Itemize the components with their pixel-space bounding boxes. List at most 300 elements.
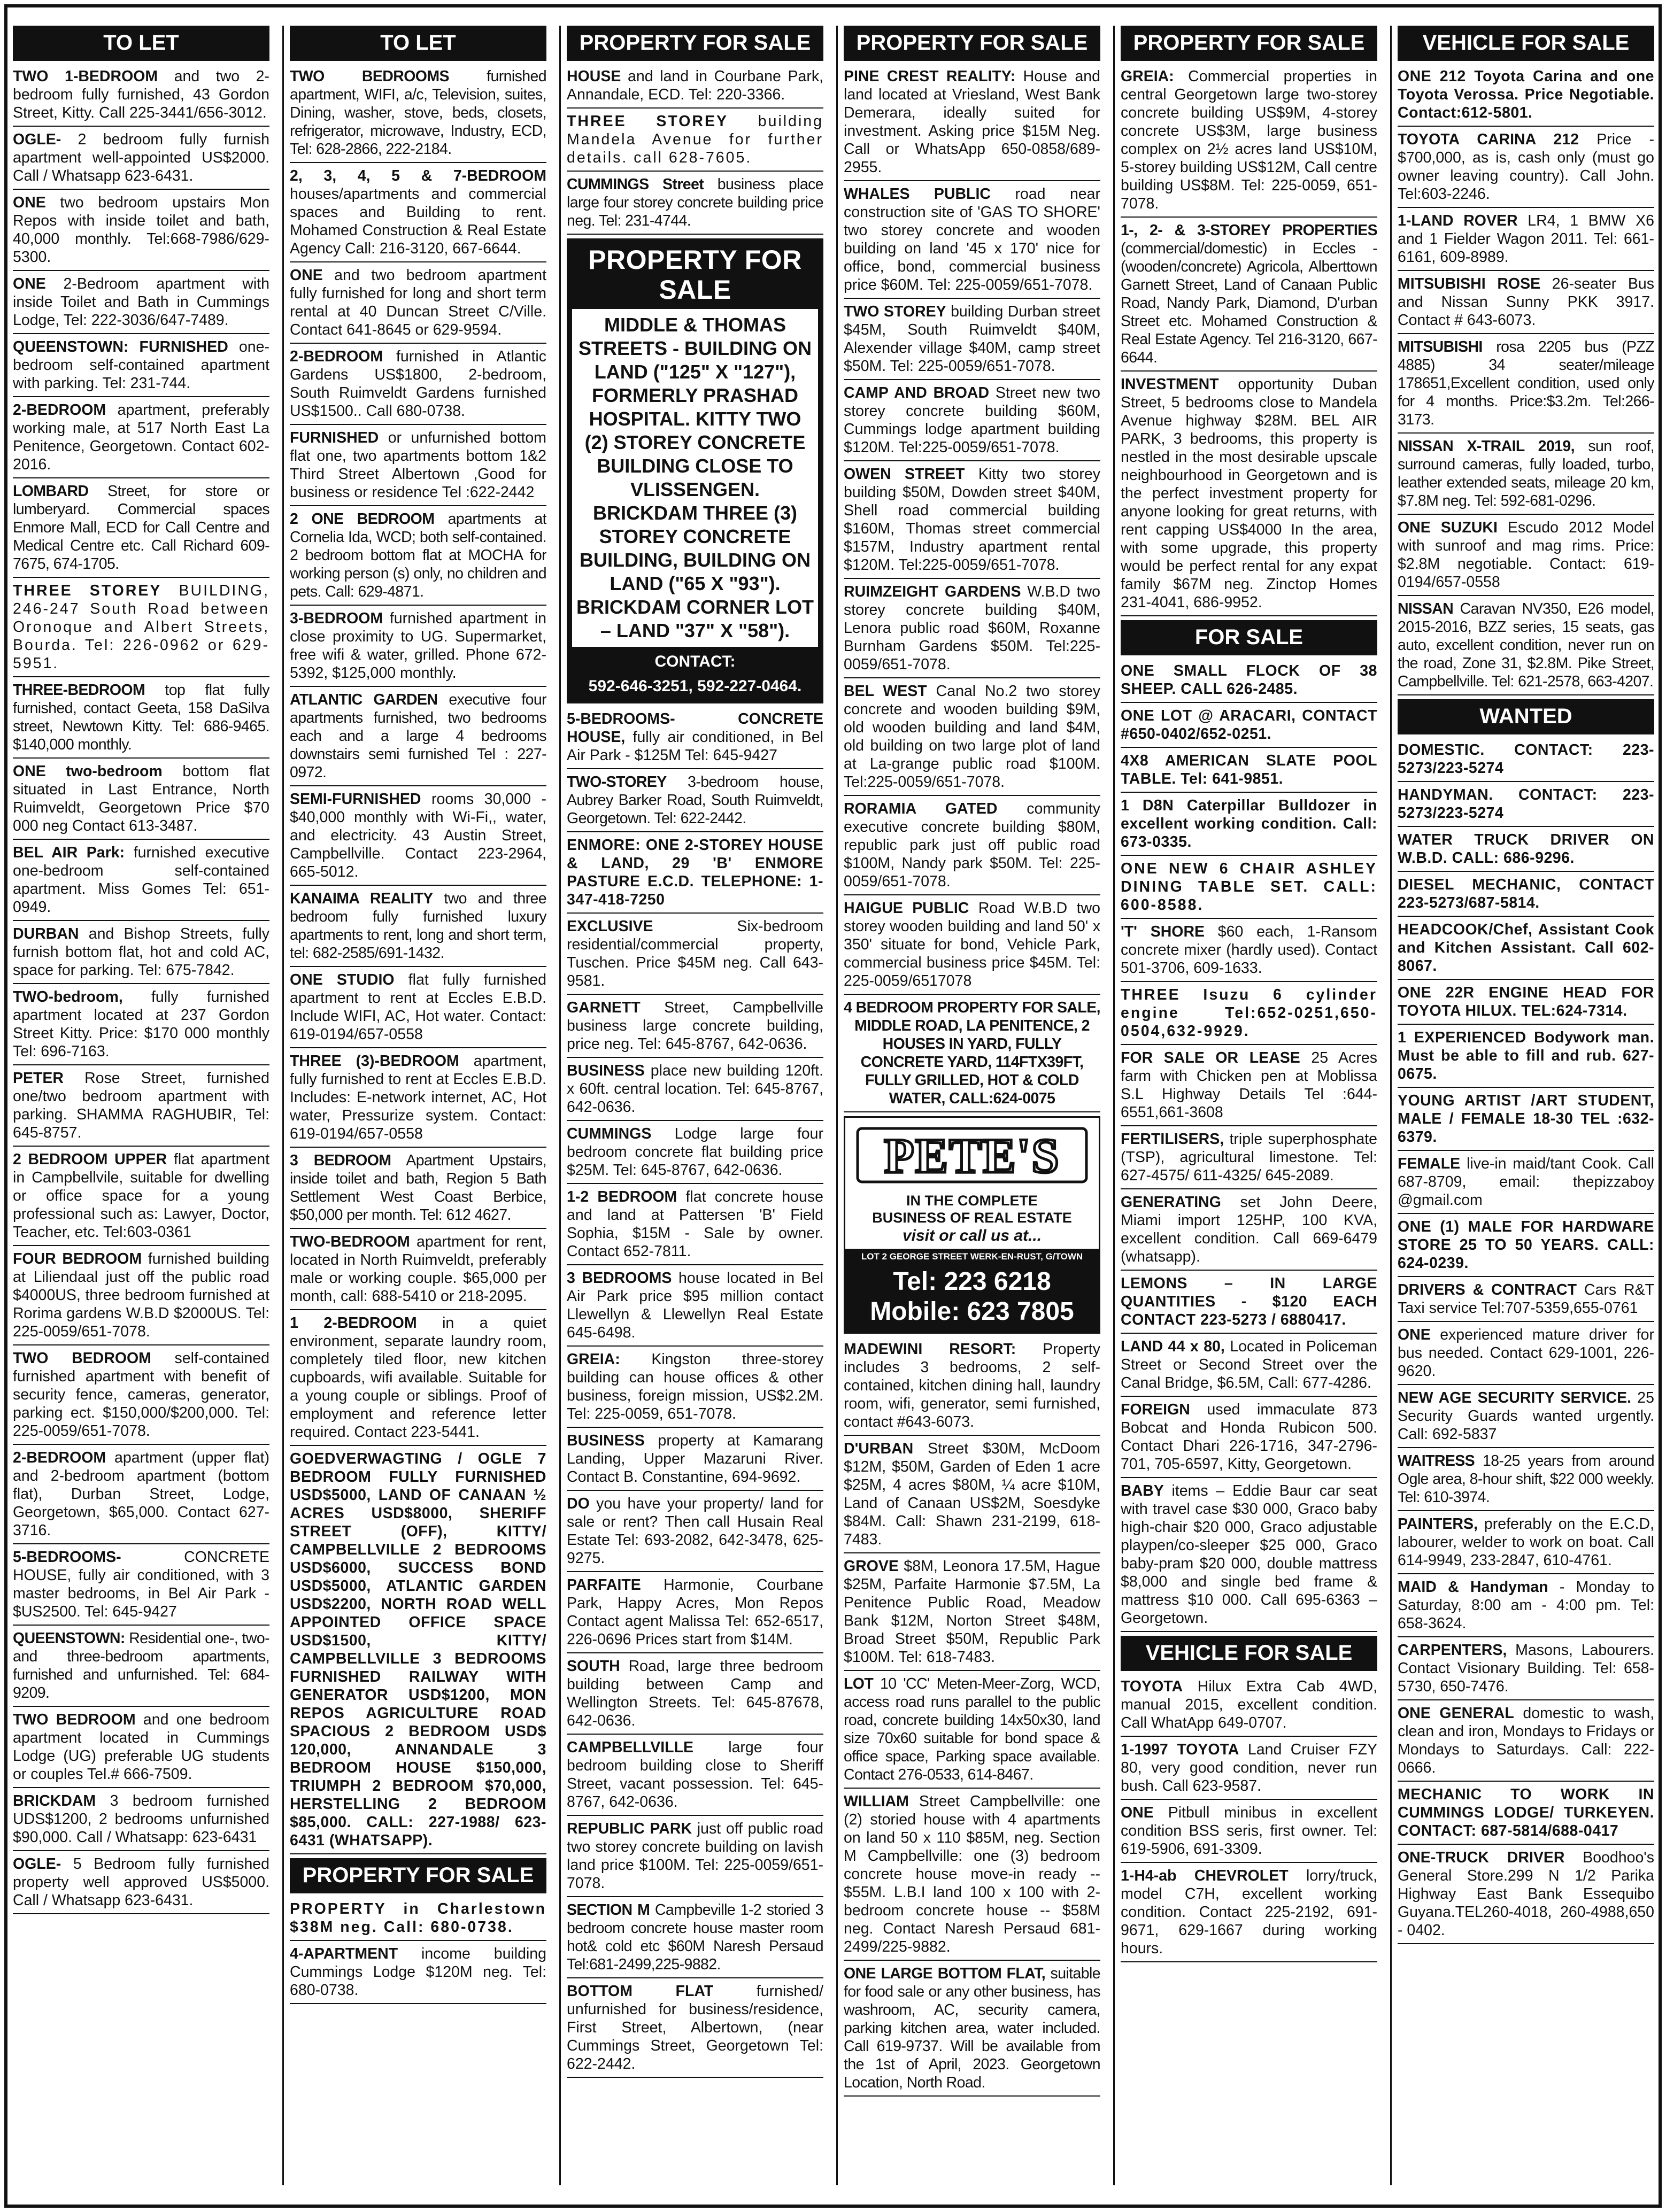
ad-lead: QUEENSTOWN:: [13, 1630, 125, 1647]
ad-text: Road W.B.D two storey wooden building and land 50' x 350' situate for bond, Vehicle Park, commercial business price $45M. Tel: 225-0059/6517078: [844, 900, 1100, 989]
classified-ad: [567, 917, 823, 995]
ad-text: Commercial properties in central Georgetown large two-storey concrete building US$9M, 4-storey concrete US$3M, large business complex on 2½ acres land US$10M, 5-storey building US$12M, Call centre building US$8M. Tel: 225-0059, 651-7078.: [1121, 68, 1377, 212]
ad-text: apartments at Cornelia Ida, WCD; both self-contained. 2 bedroom bottom flat at MOCHA for working person (s) only, no children and pets. Call: 629-4871.: [290, 511, 546, 600]
classified-ad: [290, 347, 546, 425]
ad-text: LR4, 1 BMW X6 and 1 Fielder Wagon 2011. Tel: 661-6161, 609-8989.: [1398, 212, 1654, 266]
classified-ad: [567, 1576, 823, 1653]
classified-ad: [567, 1820, 823, 1897]
ad-text: (commercial/domestic) in Eccles - (wooden/concrete) Agricola, Alberttown Garnett Street, Land of Canaan Public Road, Nandy Park, Diamond, D'urban Street etc. Mohamed Construction & Real Estate Agency. Tel 216-3120, 667-6644.: [1121, 240, 1377, 366]
ad-text: lorry/truck, model C7H, excellent working condition. Contact 225-2192, 691-9671, 629-1667 during working hours.: [1121, 1867, 1377, 1957]
classified-ad: [567, 112, 823, 172]
classified-ad: [290, 429, 546, 506]
ad-lead: TOYOTA CARINA 212: [1398, 131, 1579, 148]
classified-ad: [1398, 1641, 1654, 1700]
ad-text: Harmonie, Courbane Park, Happy Acres, Mon Repos Contact agent Malissa Tel: 652-6517, 226-0696 Prices start from $14M.: [567, 1576, 823, 1648]
ad-text: fully air conditioned, in Bel Air Park - $125M Tel: 645-9427: [567, 729, 823, 764]
classified-ad: [290, 67, 546, 163]
ad-text: House and land located at Vriesland, West Bank Demerara, ideally suited for investment. Asking price $15M Neg. Call or WhatsApp 650-0858/689-2955.: [844, 68, 1100, 176]
ad-lead: HEADCOOK/Chef, Assistant Cook and Kitchen Assistant. Call 602-8067.: [1398, 921, 1654, 974]
ad-lead: EXCLUSIVE: [567, 918, 653, 935]
ad-lead: 5-BEDROOMS-: [13, 1549, 121, 1566]
ad-text: opportunity Duban Street, 5 bedrooms close to Mandela Avenue highway $28M. BEL AIR PARK, 3 bedrooms, this property is nestled in the most desirable upscale neighbourhood in Georgetown and is the perfect investment property for anyone looking for great returns, with rent capping US$4000 In the area, with some upgrade, this property would be perfect rental for any expat family $67M neg. Zinctop Homes 231-4041, 686-9952.: [1121, 376, 1377, 611]
classified-ad: [844, 1964, 1100, 2097]
classified-ad: [844, 465, 1100, 579]
ad-text: and two 2-bedroom fully furnished, 43 Gordon Street, Kitty. Call 225-3441/656-3012.: [13, 68, 269, 121]
ad-text: Land Cruiser FZY 80, very good condition, never run bush. Call 623-9587.: [1121, 1741, 1377, 1795]
ad-text: set John Deere, Miami import 125HP, 100 KVA, excellent condition. Call 669-6479 (whatsapp).: [1121, 1194, 1377, 1265]
column-1: [13, 26, 269, 2185]
ad-lead: GROVE: [844, 1558, 899, 1575]
classified-ad: [844, 67, 1100, 181]
ad-lead: NISSAN: [1398, 600, 1454, 617]
classified-ad: [13, 681, 269, 759]
ad-text: building Durban street $45M, South Ruimveldt $40M, Alexender village $40M, camp street $50M. Tel: 225-0059/651-7078.: [844, 303, 1100, 375]
ad-text: 3 bedroom furnished UDS$1200, 2 bedrooms unfurnished $90,000. Call / Whatsapp: 623-6431: [13, 1792, 269, 1846]
ad-lead: 1 2-BEDROOM: [290, 1314, 417, 1332]
ad-lead: PAINTERS,: [1398, 1515, 1478, 1533]
column-rule: [1390, 26, 1392, 2185]
ad-lead: CAMP AND BROAD: [844, 384, 990, 401]
ad-lead: LOMBARD: [13, 483, 89, 500]
ad-text: triple superphosphate (TSP), agricultural limestone. Tel: 627-4575/ 611-4325/ 645-2089.: [1121, 1131, 1377, 1184]
ad-lead: GREIA:: [567, 1351, 620, 1368]
ad-lead: DRIVERS & CONTRACT: [1398, 1281, 1577, 1298]
ad-lead: OGLE-: [13, 1855, 61, 1873]
feature-title: PROPERTY FOR SALE: [588, 245, 802, 305]
classified-ad: [1398, 786, 1654, 827]
classified-ad: [1398, 1785, 1654, 1845]
column-3: [567, 26, 823, 2185]
ad-text: BUILDING, 246-247 South Road between Oronoque and Albert Streets, Bourda. Tel: 226-0962 or 629-5951.: [13, 582, 269, 672]
classified-ad: [1398, 1515, 1654, 1574]
ad-lead: 3 BEDROOMS: [567, 1270, 672, 1287]
classified-ad: [1398, 1218, 1654, 1277]
column-rule: [282, 26, 284, 2185]
ad-lead: 5-BEDROOMS- CONCRETE HOUSE,: [567, 710, 823, 746]
ad-text: Six-bedroom residential/commercial property, Tuschen. Price $45M neg. Call 643-9581.: [567, 918, 823, 989]
classified-ad: [567, 1432, 823, 1491]
ad-text: two and three bedroom fully furnished luxury apartments to rent, long and short term, tel: 682-2585/691-1432.: [290, 890, 546, 962]
ad-lead: DURBAN: [13, 925, 79, 942]
ad-text: executive four apartments furnished, two bedrooms each and a large 4 bedrooms downstairs semi furnished Tel : 227-0972.: [290, 691, 546, 781]
ad-lead: SECTION M: [567, 1901, 650, 1919]
classified-ad: [13, 1629, 269, 1707]
classified-ad: [567, 1269, 823, 1347]
ad-text: Rose Street, furnished one/two bedroom apartment with parking. SHAMMA RAGHUBIR, Tel: 645-8757.: [13, 1070, 269, 1141]
ad-lead: GREIA:: [1121, 68, 1174, 85]
ad-text: Street new two storey concrete building $60M, Cummings lodge apartment building $120M. Tel:225-0059/651-7078.: [844, 384, 1100, 456]
feature-body: MIDDLE & THOMAS STREETS - BUILDING ON LAND ("125" X "127"), FORMERLY PRASHAD HOSPITAL. KITTY TWO (2) STOREY CONCRETE BUILDING CLOSE TO VLISSENGEN. BRICKDAM THREE (3) STOREY CONCRETE BUILDING, BUILDING ON LAND ("65 X "93"). BRICKDAM CORNER LOT – LAND "37" X "58").: [572, 309, 818, 647]
ad-lead: ONE STUDIO: [290, 971, 395, 988]
ad-text: property at Kamarang Landing, Upper Mazaruni River. Contact B. Constantine, 694-9692.: [567, 1432, 823, 1486]
ad-text: furnished building at Liliendaal just off the public road $4000US, three bedroom furnished at Rorima gardens W.B.D $2000US. Tel: 225-0059/651-7078.: [13, 1250, 269, 1340]
ad-text: Lodge large four bedroom concrete flat building price $25M. Tel: 645-8767, 642-0636.: [567, 1125, 823, 1179]
ad-lead: THREE-BEDROOM: [13, 682, 145, 699]
ad-lead: ATLANTIC GARDEN: [290, 691, 438, 708]
ad-lead: MITSUBISHI ROSE: [1398, 275, 1541, 292]
ad-lead: TWO BEDROOMS: [290, 68, 449, 85]
classified-ad: [13, 582, 269, 677]
ad-lead: BUSINESS: [567, 1432, 645, 1449]
classified-ad: [567, 1495, 823, 1572]
ad-text: Pitbull minibus in excellent condition BSS seris, first owner. Tel: 619-5906, 691-3309.: [1121, 1804, 1377, 1858]
ad-text: in a quiet environment, separate laundry room, completely tiled floor, new kitchen cupboards, wifi available. Suitable for a young couple or siblings. Proof of employment and reference letter required. Contact 223-5441.: [290, 1314, 546, 1441]
classified-ad: [1121, 1867, 1377, 1962]
ad-lead: MAID & Handyman: [1398, 1579, 1548, 1596]
classified-ad: [13, 1711, 269, 1788]
ad-text: road near construction site of 'GAS TO SHORE' two storey concrete and wooden building on land '45 x 170' nice for office, bond, commercial business price $60M. Tel: 225-0059/651-7078.: [844, 185, 1100, 293]
classified-ad: [844, 1557, 1100, 1671]
ad-lead: DIESEL MECHANIC, CONTACT 223-5273/687-5814.: [1398, 876, 1654, 911]
ad-text: top flat fully furnished, contact Geeta, 158 DaSilva street, Newtown Kitty. Tel: 686-9465. $140,000 monthly.: [13, 682, 269, 753]
ad-text: experienced mature driver for bus needed. Contact 629-1001, 226-9620.: [1398, 1326, 1654, 1380]
classified-ad: [1398, 212, 1654, 271]
classified-ad: [567, 1901, 823, 1978]
classified-ad: [1121, 1741, 1377, 1800]
ad-text: and two bedroom apartment fully furnished for long and short term rental at 40 Duncan Street C/Ville. Contact 641-8645 or 629-9594.: [290, 267, 546, 338]
ad-lead: ONE LARGE BOTTOM FLAT,: [844, 1965, 1046, 1982]
petes-logo: [845, 1118, 1099, 1192]
classified-ad: [1398, 1452, 1654, 1511]
ad-lead: D'URBAN: [844, 1440, 914, 1457]
ad-lead: FOR SALE OR LEASE: [1121, 1049, 1300, 1066]
classified-ad: [1121, 1193, 1377, 1271]
ad-lead: THREE Isuzu 6 cylinder engine Tel:652-0251,650-0504,632-9929.: [1121, 986, 1377, 1040]
ad-text: community executive concrete building $80M, republic park just off public road $100M, Nandy park $50M. Tel: 225-0059/651-7078.: [844, 800, 1100, 890]
ad-lead: 1-H4-ab CHEVROLET: [1121, 1867, 1289, 1884]
classified-ad: [13, 1855, 269, 1914]
ad-lead: TOYOTA: [1121, 1678, 1183, 1695]
ad-lead: DOMESTIC. CONTACT: 223-5273/223-5274: [1398, 741, 1654, 777]
ad-lead: ONE SUZUKI: [1398, 519, 1498, 536]
ad-text: Road, large three bedroom building between Camp and Wellington Streets. Tel: 645-87678, 642-0636.: [567, 1658, 823, 1729]
classified-ad: [1398, 1155, 1654, 1214]
ad-lead: ONE: [1121, 1804, 1154, 1821]
classified-ad: [1398, 600, 1654, 695]
ad-lead: 3 BEDROOM: [290, 1152, 391, 1169]
classified-ad: [844, 1440, 1100, 1553]
classified-ad: [290, 971, 546, 1048]
ad-text: $8M, Leonora 17.5M, Hague $25M, Parfaite Harmonie $7.5M, La Penitence Public Road, Meadow Bank $12M, Norton Street $48M, Broad Street $50M, Republic Park $100M. Tel: 618-7483.: [844, 1558, 1100, 1666]
classified-ad: [1121, 1274, 1377, 1334]
ad-text: 26-seater Bus and Nissan Sunny PKK 3917. Contact # 643-6073.: [1398, 275, 1654, 329]
ad-text: houses/apartments and commercial spaces and Building to rent. Mohamed Construction & Real Estate Agency Call: 216-3120, 667-6644.: [290, 185, 546, 257]
petes-real-estate-ad: [844, 1116, 1100, 1334]
ad-lead: CAMPBELLVILLE: [567, 1739, 693, 1756]
ad-text: fully furnished apartment located at 237 Gordon Street Kitty. Price: $170 000 monthly Tel: 696-7163.: [13, 988, 269, 1060]
section-heading: TO LET: [13, 26, 269, 61]
ad-text: and one bedroom apartment located in Cummings Lodge (UG) preferable UG students or couples Tel.# 666-7509.: [13, 1711, 269, 1783]
column-rule: [559, 26, 561, 2185]
petes-tagline-3: visit or call us at...: [902, 1227, 1042, 1244]
ad-text: rosa 2205 bus (PZZ 4885) 34 seater/mileage 178651,Excellent condition, used only for 4 months. Price:$3.2m. Tel:266-3173.: [1398, 338, 1654, 428]
section-heading: PROPERTY FOR SALE: [1121, 26, 1377, 61]
classified-ad: [1398, 984, 1654, 1025]
classified-ad: [844, 303, 1100, 380]
section-heading: PROPERTY FOR SALE: [844, 26, 1100, 61]
classified-ad: [567, 175, 823, 235]
petes-tel: Tel: 223 6218: [893, 1267, 1051, 1296]
ad-lead: GARNETT: [567, 999, 641, 1016]
classified-ad: [1121, 1804, 1377, 1863]
classified-ad: [13, 1250, 269, 1345]
classified-ad: [290, 1151, 546, 1229]
ad-lead: LOT: [844, 1675, 874, 1692]
ad-text: sun roof, surround cameras, fully loaded, turbo, leather extended seats, mileage 20 km, $7.8M neg. Tel: 592-681-0296.: [1398, 438, 1654, 509]
ad-text: - Monday to Saturday, 8:00 am - 4:00 pm. Tel: 658-3624.: [1398, 1579, 1654, 1632]
ad-text: Canal No.2 two storey concrete and wooden building $9M, old wooden building and land $4M, old building on two large plot of land at La-grange public road $100M. Tel:225-0059/651-7078.: [844, 683, 1100, 791]
classified-ad: [290, 1900, 546, 1941]
ad-lead: FEMALE: [1398, 1155, 1461, 1172]
ad-lead: PINE CREST REALITY:: [844, 68, 1016, 85]
ad-text: Street, Campbellville business large concrete building, price neg. Tel: 645-8767, 642-0636.: [567, 999, 823, 1053]
classified-ad: [13, 844, 269, 921]
ad-lead: ONE SMALL FLOCK OF 38 SHEEP. CALL 626-2485.: [1121, 662, 1377, 698]
ad-lead: OGLE-: [13, 131, 61, 148]
ad-lead: WAITRESS: [1398, 1452, 1475, 1469]
petes-phones: [845, 1265, 1099, 1332]
ad-lead: 1-2 BEDROOM: [567, 1188, 677, 1205]
ad-lead: 4-APARTMENT: [290, 1945, 398, 1962]
ad-text: 2 bedroom fully furnish apartment well-appointed US$2000. Call / Whatsapp 623-6431.: [13, 131, 269, 184]
classified-ad: [844, 185, 1100, 299]
ad-lead: HOUSE: [567, 68, 621, 85]
ad-lead: 2-BEDROOM: [290, 348, 383, 365]
classified-ad: [13, 1548, 269, 1626]
ad-lead: ENMORE: ONE 2-STOREY HOUSE & LAND, 29 'B' ENMORE PASTURE E.C.D. TELEPHONE: 1-347-418-7250: [567, 837, 823, 908]
ad-text: two bedroom upstairs Mon Repos with inside toilet and bath, 40,000 monthly. Tel:668-7986/629-5300.: [13, 194, 269, 266]
classified-ad: [1398, 1326, 1654, 1385]
ad-text: apartment (upper flat) and 2-bedroom apartment (bottom flat), Durban Street, Lodge, Georgetown, $65,000. Contact 627-3716.: [13, 1449, 269, 1539]
classified-ad: [1121, 752, 1377, 793]
classified-ad: [1121, 375, 1377, 616]
classified-ad: [13, 925, 269, 984]
ad-lead: GENERATING: [1121, 1194, 1221, 1211]
ad-text: furnished apartment in close proximity to UG. Supermarket, free wifi & water, grilled. Phone 672-5392, $125,000 monthly.: [290, 610, 546, 682]
ad-text: Apartment Upstairs, inside toilet and bath, Region 5 Bath Settlement West Coast Berbice, $50,000 per month. Tel: 612 4627.: [290, 1152, 546, 1224]
ad-lead: TWO-BEDROOM: [290, 1233, 410, 1250]
ad-lead: 1 EXPERIENCED Bodywork man. Must be able to fill and rub. 627-0675.: [1398, 1029, 1654, 1082]
ad-lead: REPUBLIC PARK: [567, 1820, 692, 1837]
ad-lead: PARFAITE: [567, 1576, 641, 1594]
ad-text: used immaculate 873 Bobcat and Honda Rubicon 500. Contact Dhari 226-1716, 347-2796-701, 705-6597, Kitty, Georgetown.: [1121, 1401, 1377, 1473]
classified-ad: [567, 836, 823, 914]
classified-ad: [290, 266, 546, 344]
classified-ad: [1121, 986, 1377, 1045]
classified-ad: [844, 1792, 1100, 1961]
classified-ad: [1121, 221, 1377, 372]
ad-lead: INVESTMENT: [1121, 376, 1219, 393]
ad-lead: 2 BEDROOM UPPER: [13, 1151, 167, 1168]
ad-text: furnished apartment, WIFI, a/c, Television, suites, Dining, washer, stove, beds, closets, refrigerator, microwave, Industry, ECD, Tel: 628-2866, 222-2184.: [290, 68, 546, 158]
ad-lead: PROPERTY in Charlestown $38M neg. Call: 680-0738.: [290, 1900, 546, 1936]
ad-lead: NEW AGE SECURITY SERVICE.: [1398, 1389, 1632, 1406]
ad-lead: TWO-bedroom,: [13, 988, 123, 1006]
ad-text: Campbeville 1-2 storied 3 bedroom concrete house master room hot& cold etc $60M Naresh Persaud Tel:681-2499,225-9882.: [567, 1901, 823, 1973]
ad-lead: FOUR BEDROOM: [13, 1250, 142, 1267]
ad-lead: ONE-TRUCK DRIVER: [1398, 1849, 1565, 1866]
classified-ad: [290, 1233, 546, 1310]
ad-text: business place large four storey concrete building price neg. Tel: 231-4744.: [567, 176, 823, 229]
ad-text: Boodhoo's General Store.299 N 1/2 Parika Highway East Bank Essequibo Guyana.TEL260-4018, 260-4988,650 - 0402.: [1398, 1849, 1654, 1939]
ad-text: Street $30M, McDoom $12M, $50M, Garden of Eden 1 acre $25M, 4 acres $80M, ¼ acre $10M, Land of Canaan US$2M, Soesdyke $84M. Call: Shawn 231-2199, 618-7483.: [844, 1440, 1100, 1548]
ad-text: one-bedroom self-contained apartment with parking. Tel: 231-744.: [13, 338, 269, 392]
ad-text: Price - $700,000, as is, cash only (must go owner leaving country). Call John. Tel:603-2246.: [1398, 131, 1654, 203]
ad-text: 18-25 years from around Ogle area, 8-hour shift, $22 000 weekly. Tel: 610-3974.: [1398, 1452, 1654, 1506]
ad-lead: BOTTOM FLAT: [567, 1983, 714, 2000]
classified-ad: [567, 1188, 823, 1265]
property-feature-ad: [567, 238, 823, 703]
ad-lead: KANAIMA REALITY: [290, 890, 433, 907]
ad-lead: GOEDVERWAGTING / OGLE 7 BEDROOM FULLY FURNISHED USD$5000, LAND OF CANAAN ½ ACRES USD$8000, SHERIFF STREET (OFF), KITTY/ CAMPBELLVILLE 2 BEDROOMS USD$6000, SUCCESS BOND USD$5000, ATLANTIC GARDEN USD$2200, NORTH ROAD WELL APPOINTED OFFICE SPACE USD$1500, KITTY/ CAMPBELLVILLE 3 BEDROOMS FURNISHED RAILWAY WITH GENERATOR USD$1200, MON REPOS AGRICULTURE ROAD SPACIOUS 2 BEDROOM USD$ 120,000, ANNANDALE 3 BEDROOM HOUSE $150,000, TRIUMPH 2 BEDROOM $70,000, HERSTELLING 2 BEDROOM $85,000. CALL: 227-1988/ 623-6431 (WHATSAPP).: [290, 1450, 546, 1849]
ad-lead: TWO BEDROOM: [13, 1350, 151, 1367]
classified-ad: [1398, 1389, 1654, 1448]
ad-text: place new building 120ft. x 60ft. central location. Tel: 645-8767, 642-0636.: [567, 1062, 823, 1116]
classified-ad: [1398, 1092, 1654, 1151]
ad-lead: MITSUBISHI: [1398, 338, 1483, 355]
classified-ad: [567, 1982, 823, 2078]
column-2: [290, 26, 546, 2185]
classified-ad: [1121, 1482, 1377, 1632]
classified-ad: [1398, 876, 1654, 917]
ad-text: flat apartment in Campbellvile, suitable for dwelling or office space for a young professional such as: Lawyer, Doctor, Teacher, etc. Tel:603-0361: [13, 1151, 269, 1241]
ad-lead: ONE 212 Toyota Carina and one Toyota Verossa. Price Negotiable. Contact:612-5801.: [1398, 68, 1654, 121]
ad-lead: TWO-STOREY: [567, 774, 667, 791]
classified-ad: [567, 67, 823, 109]
classified-ad: [844, 800, 1100, 895]
feature-contact-label: CONTACT:: [654, 653, 736, 670]
classified-ad: [13, 1449, 269, 1544]
classified-ad: [1398, 338, 1654, 434]
ad-lead: WILLIAM: [844, 1793, 909, 1810]
classified-ad: [13, 67, 269, 127]
ad-text: income building Cummings Lodge $120M neg. Tel: 680-0738.: [290, 1945, 546, 1999]
ad-lead: 4 BEDROOM PROPERTY FOR SALE, MIDDLE ROAD, LA PENITENCE, 2 HOUSES IN YARD, FULLY CONCRETE YARD, 114FTX39FT, FULLY GRILLED, HOT & COLD WATER, CALL:624-0075: [844, 999, 1100, 1107]
ad-text: and Bishop Streets, fully furnish bottom flat, hot and cold AC, space for parking. Tel: 675-7842.: [13, 925, 269, 979]
petes-logo-text: PETE'S: [884, 1128, 1060, 1183]
ad-text: Cars R&T Taxi service Tel:707-5359,655-0761: [1398, 1281, 1654, 1317]
classified-ad: [844, 682, 1100, 796]
classified-ad: [1398, 67, 1654, 127]
ad-lead: RUIMZEIGHT GARDENS: [844, 583, 1021, 600]
classified-ad: [567, 999, 823, 1058]
ad-lead: NISSAN X-TRAIL 2019,: [1398, 438, 1575, 455]
ad-text: $60 each, 1-Ransom concrete mixer (hardly used). Contact 501-3706, 609-1633.: [1121, 923, 1377, 977]
ad-text: suitable for food sale or any other business, has washroom, AC, security camera, parking kitchen area, water included. Call 619-9737. Will be available from the 1st of April, 2023. Georgetown Location, North Road.: [844, 1965, 1100, 2091]
ad-text: bottom flat situated in Last Entrance, North Ruimveldt, Georgetown Price $70 000 neg Contact 613-3487.: [13, 763, 269, 834]
classified-ad: [1398, 831, 1654, 872]
classified-ad: [567, 710, 823, 769]
petes-address: LOT 2 GEORGE STREET WERK-EN-RUST, G/TOWN: [845, 1249, 1099, 1265]
ad-lead: 1-, 2- & 3-STOREY PROPERTIES: [1121, 222, 1377, 239]
ad-text: apartment, preferably working male, at 517 North East La Penitence, Georgetown. Contact 602-2016.: [13, 401, 269, 473]
ad-lead: THREE STOREY: [567, 113, 729, 130]
section-heading: VEHICLE FOR SALE: [1121, 1636, 1377, 1671]
classified-ad: [13, 1349, 269, 1445]
classified-ad: [1121, 796, 1377, 856]
ad-lead: ONE: [13, 275, 46, 292]
classified-ad: [567, 1738, 823, 1816]
classified-ad: [290, 1945, 546, 2004]
classified-ad: [290, 510, 546, 606]
ad-lead: BEL WEST: [844, 683, 927, 700]
petes-tagline-1: IN THE COMPLETE: [906, 1193, 1038, 1209]
classified-ad: [290, 167, 546, 262]
classified-ad: [844, 384, 1100, 461]
column-4: [844, 26, 1100, 2185]
classified-ad: [844, 1340, 1100, 1436]
classified-ad: [1398, 741, 1654, 782]
classified-ad: [1398, 519, 1654, 596]
classified-ad: [290, 609, 546, 687]
classified-ad: [1398, 921, 1654, 980]
classifieds-page: [4, 4, 1662, 2208]
ad-lead: ONE (1) MALE FOR HARDWARE STORE 25 TO 50 YEARS. CALL: 624-0239.: [1398, 1218, 1654, 1272]
classified-ad: [1121, 1337, 1377, 1397]
classified-ad: [13, 194, 269, 271]
classified-ad: [290, 790, 546, 886]
classified-ad: [844, 1675, 1100, 1789]
classified-ad: [1121, 67, 1377, 218]
ad-lead: SEMI-FURNISHED: [290, 791, 421, 808]
classified-ad: [13, 1069, 269, 1147]
classified-ad: [1121, 923, 1377, 982]
ad-lead: 2, 3, 4, 5 & 7-BEDROOM: [290, 167, 546, 184]
classified-ad: [13, 1792, 269, 1851]
classified-ad: [13, 482, 269, 578]
ad-text: Masons, Labourers. Contact Visionary Building. Tel: 658-5730, 650-7476.: [1398, 1642, 1654, 1695]
ad-lead: QUEENSTOWN: FURNISHED: [13, 338, 228, 355]
classified-ad: [1398, 1578, 1654, 1637]
classified-ad: [844, 583, 1100, 678]
ad-text: Street Campbellville: one (2) storied house with 4 apartments on land 50 x 110 $85M, neg. Section M Campbellville: one (3) bedroom concrete house move-in ready -- $55M. L.B.I land 100 x 100 with 2- bedroom concrete house -- $58M neg. Contact Naresh Persaud 681-2499/225-9882.: [844, 1793, 1100, 1955]
column-rule: [836, 26, 838, 2185]
ad-text: and land in Courbane Park, Annandale, ECD. Tel: 220-3366.: [567, 68, 823, 103]
ad-lead: 3-BEDROOM: [290, 610, 383, 627]
ad-text: rooms 30,000 - $40,000 monthly with Wi-Fi,, water, and electricity. 43 Austin Street, Campbellville. Contact 223-2964, 665-5012.: [290, 791, 546, 880]
ad-lead: SOUTH: [567, 1658, 620, 1675]
ad-text: preferably on the E.C.D, labourer, welder to work on boat. Call 614-9949, 233-2847, 610-4761.: [1398, 1515, 1654, 1569]
ad-lead: ONE GENERAL: [1398, 1705, 1514, 1722]
ad-lead: ONE: [1398, 1326, 1431, 1343]
classified-ad: [290, 691, 546, 786]
ad-lead: LEMONS – IN LARGE QUANTITIES - $120 EACH CONTACT 223-5273 / 6880417.: [1121, 1275, 1377, 1328]
ad-text: Hilux Extra Cab 4WD, manual 2015, excellent condition. Call WhatApp 649-0707.: [1121, 1678, 1377, 1731]
ad-text: Property includes 3 bedrooms, 2 self-contained, kitchen dining hall, laundry room, wifi, generator, semi furnished, contact #643-6073.: [844, 1341, 1100, 1430]
ad-lead: TWO BEDROOM: [13, 1711, 136, 1728]
ad-text: Kitty two storey building $50M, Dowden street $40M, Shell road commercial building $160M, Thomas street commercial $157M, Industry apartment rental $120M. Tel:225-0059/651-7078.: [844, 466, 1100, 574]
classified-ad: [13, 338, 269, 397]
ad-lead: THREE STOREY: [13, 582, 162, 599]
classified-ad: [290, 1450, 546, 1854]
ad-lead: FOREIGN: [1121, 1401, 1190, 1418]
petes-mobile: Mobile: 623 7805: [870, 1297, 1074, 1326]
petes-logo-icon: [854, 1123, 1090, 1187]
classified-ad: [13, 988, 269, 1065]
ad-text: just off public road two storey concrete building on lavish land price $100M. Tel: 225-0059/651-7078.: [567, 1820, 823, 1892]
ad-lead: CARPENTERS,: [1398, 1642, 1507, 1659]
classified-ad: [567, 1657, 823, 1735]
classified-ad: [13, 130, 269, 190]
ad-lead: TWO 1-BEDROOM: [13, 68, 158, 85]
ad-text: Located in Policeman Street or Second Street over the Canal Bridge, $6.5M, Call: 677-4286.: [1121, 1338, 1377, 1391]
ad-lead: ONE 22R ENGINE HEAD FOR TOYOTA HILUX. TEL:624-7314.: [1398, 984, 1654, 1019]
ad-text: Street, for store or lumberyard. Commercial spaces Enmore Mall, ECD for Call Centre and Medical Centre etc. Call Richard 609-7675, 674-1705.: [13, 483, 269, 573]
ad-text: 25 Security Guards wanted urgently. Call: 692-5837: [1398, 1389, 1654, 1443]
section-heading: PROPERTY FOR SALE: [290, 1858, 546, 1893]
ad-lead: 1 D8N Caterpillar Bulldozer in excellent working condition. Call: 673-0335.: [1121, 797, 1377, 850]
ad-lead: LAND 44 x 80,: [1121, 1338, 1225, 1355]
